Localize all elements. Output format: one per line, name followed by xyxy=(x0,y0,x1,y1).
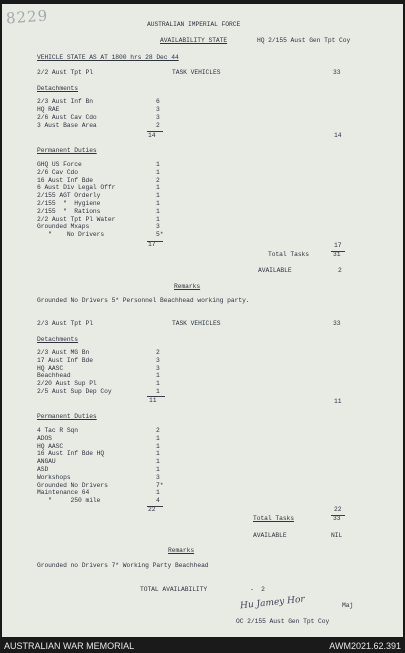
signatory-unit: OC 2/155 Aust Gen Tpt Coy xyxy=(236,618,330,625)
duty-name: 6 Aust Div Legal Offr xyxy=(37,184,116,192)
s2-col-heading: TASK VEHICLES xyxy=(172,320,221,327)
duty-count: 3 xyxy=(156,106,160,113)
duty-count: 1 xyxy=(156,215,160,223)
duty-name: ASD xyxy=(37,466,49,473)
duty-count: 1 xyxy=(156,450,160,458)
duty-count: 2 xyxy=(156,427,160,434)
s2-total-tasks-label: Total Tasks xyxy=(253,515,295,522)
duty-count: 1 xyxy=(156,388,160,395)
s2-total-tasks-value: 33 xyxy=(333,515,341,522)
duty-name: 2/5 Aust Sup Dep Coy xyxy=(37,388,112,395)
duty-name: 2/3 Aust MG Bn xyxy=(37,349,90,356)
duty-count: 1 xyxy=(156,207,160,215)
duty-name: Workshops xyxy=(37,473,71,481)
duty-count: 1 xyxy=(156,466,160,473)
duty-count: 3 xyxy=(156,114,160,121)
s2-available-value: NIL xyxy=(331,532,343,539)
footer-accession-number: AWM2021.62.391 xyxy=(329,641,401,651)
duty-name: 4 Tac R Sqn xyxy=(37,427,79,434)
s2-platoon-count: 33 xyxy=(333,320,341,327)
duty-count: 1 xyxy=(156,442,160,450)
duty-count: 1 xyxy=(156,458,160,466)
duty-name: 2/155 " Rations xyxy=(37,207,101,215)
duty-count: 1 xyxy=(156,372,160,380)
s1-perm-total: 17 xyxy=(334,242,342,249)
s1-platoon-count: 33 xyxy=(333,69,341,76)
signatory-rank: Maj xyxy=(342,602,354,609)
s2-perm-subtotal: 22 xyxy=(148,506,156,513)
duty-count: 1 xyxy=(156,184,160,192)
s1-perm-subtotal: 17 xyxy=(148,241,156,248)
duty-name: " No Drivers xyxy=(37,231,105,239)
duty-name: Grounded No Drivers xyxy=(37,481,108,489)
duty-name: 17 Aust Inf Bde xyxy=(37,356,93,364)
duty-name: 16 Aust Inf Bde xyxy=(37,176,93,184)
handwritten-reference-number: 8229 xyxy=(5,6,49,28)
duty-name: Maintenance 64 xyxy=(37,489,90,497)
duty-count: 3 xyxy=(156,223,160,231)
s2-det-total: 11 xyxy=(334,398,342,405)
duty-count: 3 xyxy=(156,356,160,364)
s2-detachments-heading: Detachments xyxy=(37,336,79,343)
s1-det-subtotal: 14 xyxy=(148,132,156,139)
duty-name: 2/155 " Hygiene xyxy=(37,200,101,207)
duty-count: 1 xyxy=(156,161,160,168)
duty-count: 5* xyxy=(156,231,164,239)
duty-name: 2/155 AGT Orderly xyxy=(37,192,101,200)
duty-name: Beachhead xyxy=(37,372,71,380)
s1-remarks-text: Grounded No Drivers 5* Personnel Beachhead working party. xyxy=(37,297,250,304)
duty-name: 2/2 Aust Tpt Pl Water xyxy=(37,215,116,223)
total-availability-value: - 2 xyxy=(250,586,265,593)
duty-name: " 250 mile xyxy=(37,497,101,505)
s2-permanent-heading: Permanent Duties xyxy=(37,413,97,420)
org-heading: AUSTRALIAN IMPERIAL FORCE xyxy=(147,21,241,28)
s1-available-value: 2 xyxy=(338,267,342,274)
duty-name: 2/3 Aust Inf Bn xyxy=(37,98,93,105)
s1-col-heading: TASK VEHICLES xyxy=(172,69,221,76)
s2-det-subtotal: 11 xyxy=(149,397,157,404)
duty-name: HQ RAE xyxy=(37,106,60,113)
duty-count: 1 xyxy=(156,200,160,207)
s1-detachments-heading: Detachments xyxy=(37,85,79,92)
duty-count: 1 xyxy=(156,434,160,442)
duty-count: 1 xyxy=(156,489,160,497)
duty-name: Grounded Mxaps xyxy=(37,223,90,231)
duty-name: HQ AASC xyxy=(37,442,64,450)
duty-count: 3 xyxy=(156,364,160,372)
duty-name: 2/6 Cav Cdo xyxy=(37,168,79,176)
duty-count: 3 xyxy=(156,473,160,481)
s1-total-tasks-value: 31 xyxy=(333,251,341,258)
s2-perm-total: 22 xyxy=(334,506,342,513)
s2-remarks-text: Grounded no Drivers 7* Working Party Beachhead xyxy=(37,562,209,569)
s1-available-label: AVAILABLE xyxy=(258,267,292,274)
s1-remarks-heading: Remarks xyxy=(174,283,201,290)
s1-total-tasks-label: Total Tasks xyxy=(268,251,310,258)
s1-permanent-heading: Permanent Duties xyxy=(37,147,97,154)
duty-name: HQ AASC xyxy=(37,364,64,372)
duty-count: 2 xyxy=(156,176,160,184)
duty-name: ADOS xyxy=(37,434,52,442)
duty-count: 2 xyxy=(156,122,160,129)
vehicle-state-line: VEHICLE STATE AS AT 1800 hrs 28 Dec 44 xyxy=(37,54,179,61)
s2-remarks-heading: Remarks xyxy=(168,547,195,554)
total-availability-label: TOTAL AVAILABILITY xyxy=(140,586,208,593)
duty-name: 16 Aust Inf Bde HQ xyxy=(37,450,105,458)
duty-name: 2/20 Aust Sup Pl xyxy=(37,380,97,388)
duty-name: 3 Aust Base Area xyxy=(37,122,97,129)
duty-name: GHQ US Force xyxy=(37,161,82,168)
s2-platoon: 2/3 Aust Tpt Pl xyxy=(37,320,93,327)
duty-count: 6 xyxy=(156,98,160,105)
duty-count: 1 xyxy=(156,192,160,200)
duty-count: 1 xyxy=(156,168,160,176)
duty-count: 1 xyxy=(156,380,160,388)
s1-platoon: 2/2 Aust Tpt Pl xyxy=(37,69,93,76)
unit-name: HQ 2/155 Aust Gen Tpt Coy xyxy=(257,37,351,44)
duty-count: 7* xyxy=(156,481,164,489)
s2-available-label: AVAILABLE xyxy=(253,532,287,539)
s1-det-total: 14 xyxy=(334,132,342,139)
form-title: AVAILABILITY STATE xyxy=(160,37,228,44)
duty-name: 2/6 Aust Cav Cdo xyxy=(37,114,97,121)
duty-count: 2 xyxy=(156,349,160,356)
footer-institution: AUSTRALIAN WAR MEMORIAL xyxy=(4,641,135,651)
handwritten-signature: Hu Jamey Hor xyxy=(239,594,306,612)
duty-name: ANGAU xyxy=(37,458,56,466)
duty-count: 4 xyxy=(156,497,160,505)
